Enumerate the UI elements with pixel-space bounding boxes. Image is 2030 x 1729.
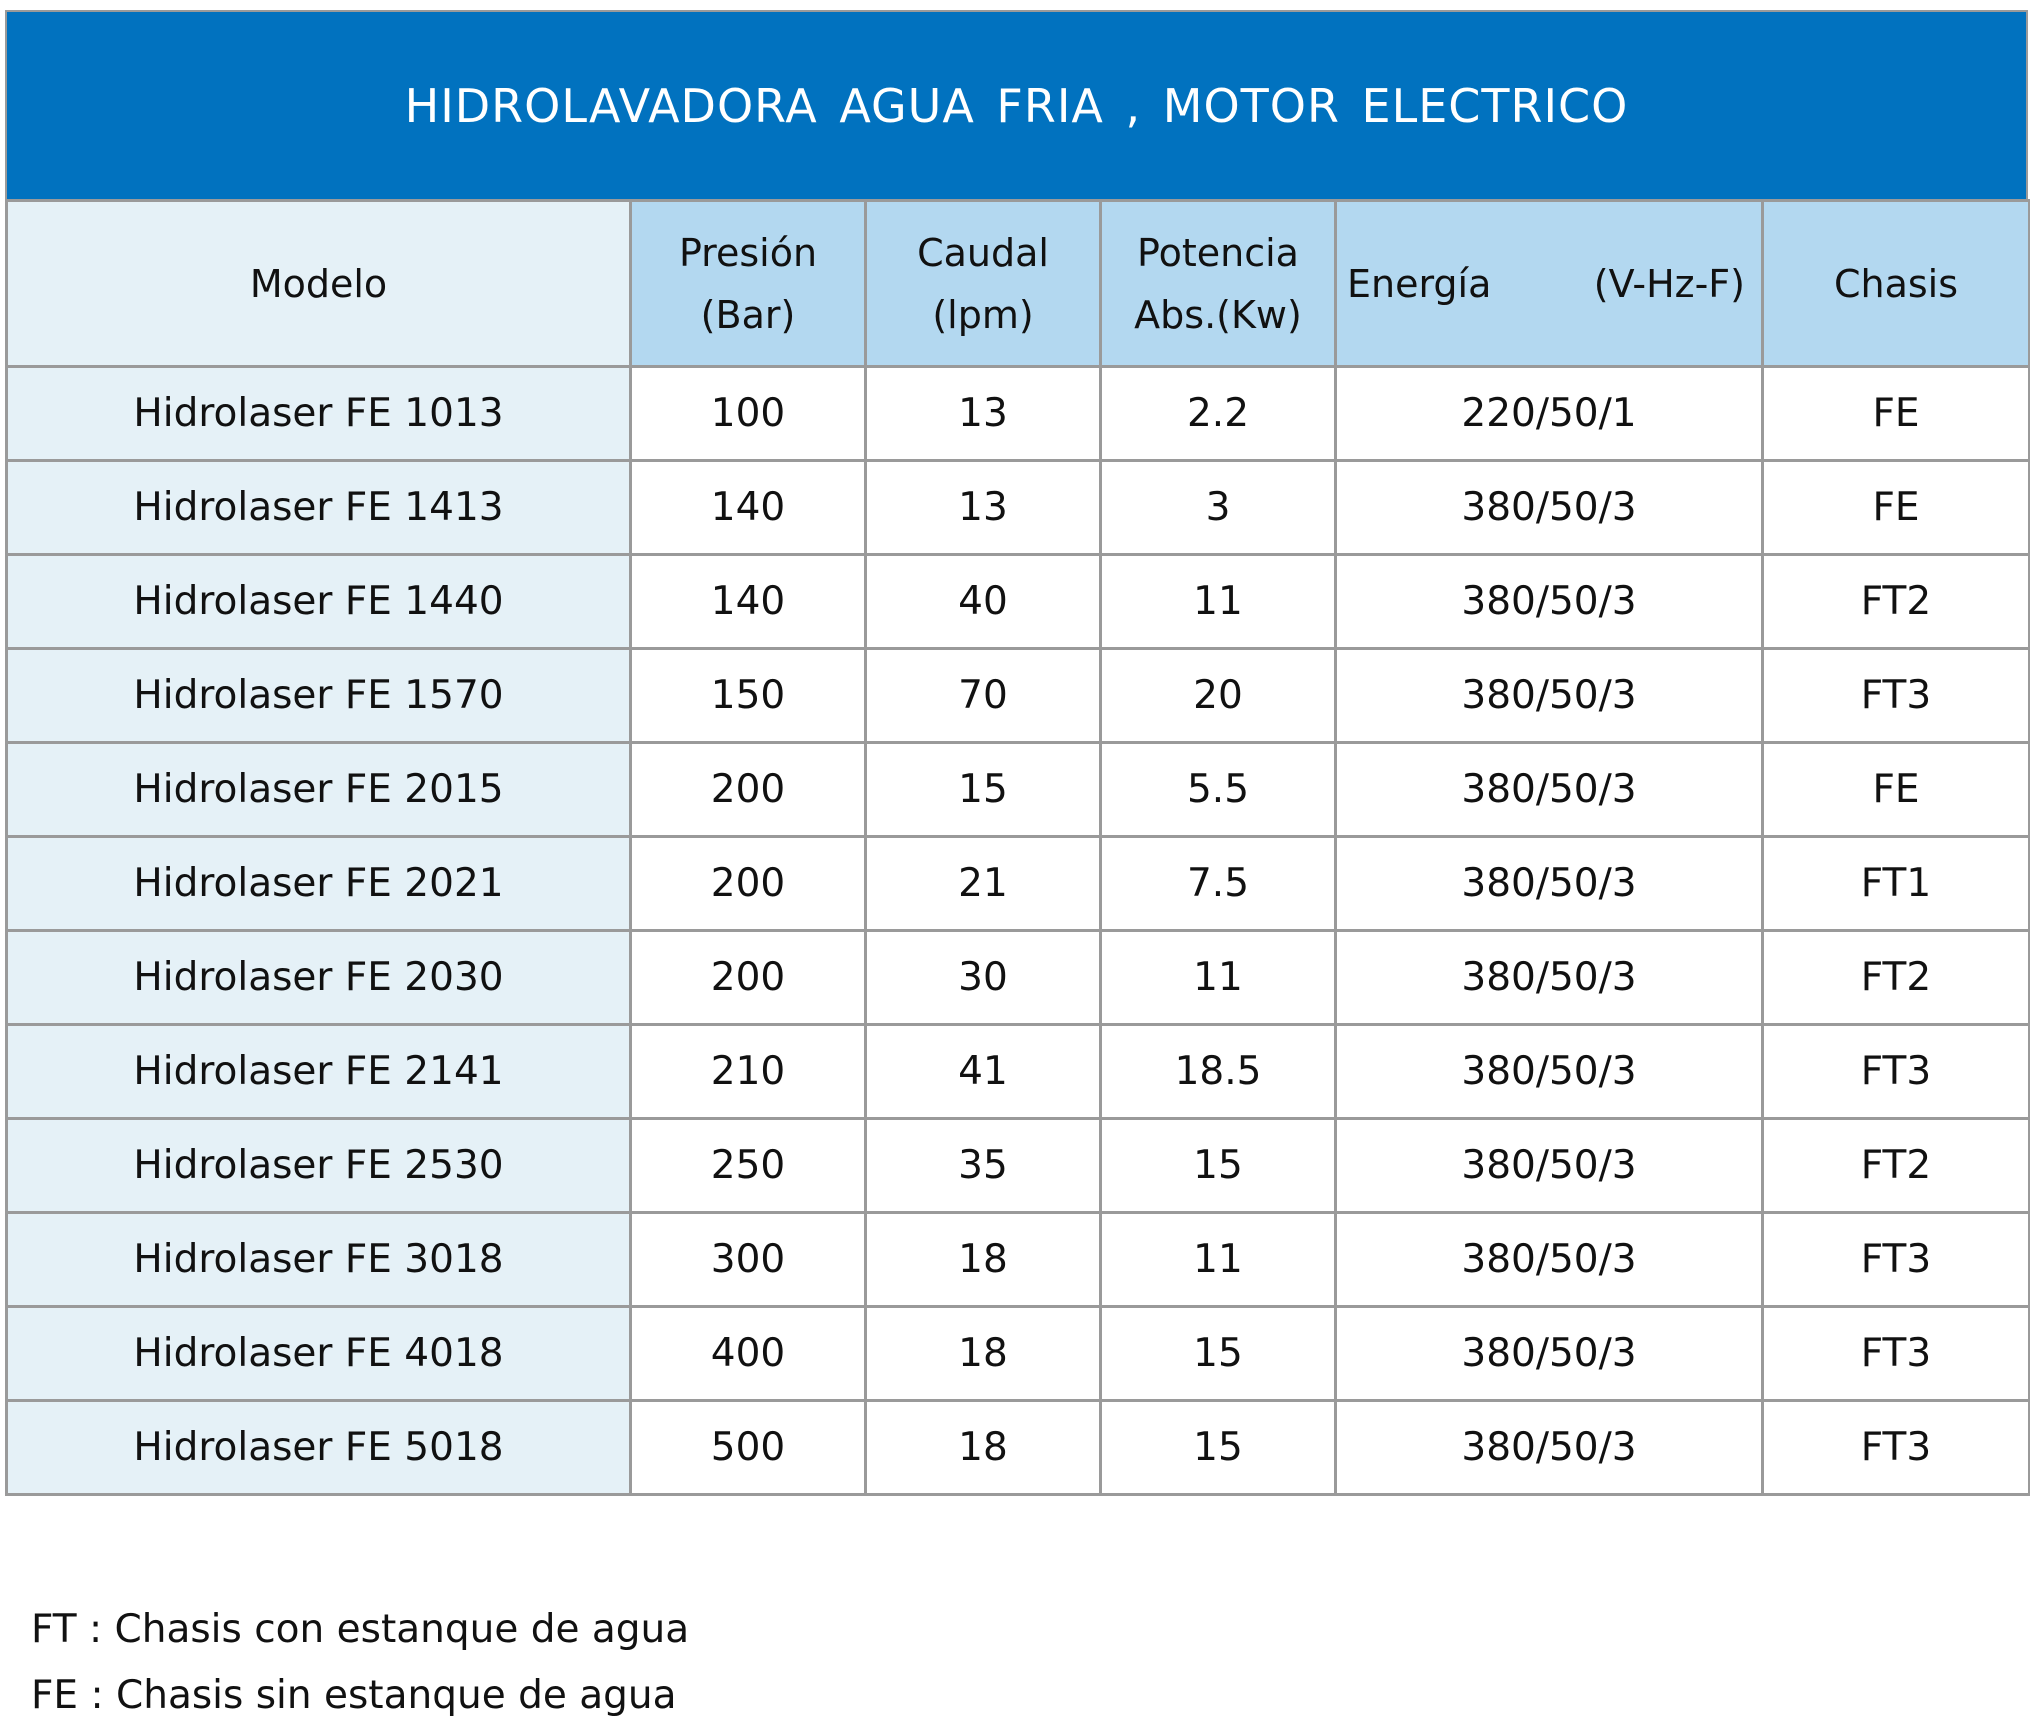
cell-caudal: 13 — [866, 461, 1101, 555]
cell-modelo: Hidrolaser FE 2530 — [7, 1119, 631, 1213]
cell-chasis: FT3 — [1763, 1307, 2030, 1401]
header-potencia — [1101, 201, 1336, 367]
table-row — [7, 837, 2030, 931]
cell-energia: 380/50/3 — [1336, 931, 1763, 1025]
cell-caudal: 30 — [866, 931, 1101, 1025]
table-row — [7, 461, 2030, 555]
cell-potencia: 11 — [1101, 1213, 1336, 1307]
table-title: HIDROLAVADORA AGUA FRIA , MOTOR ELECTRICO — [5, 10, 2028, 199]
cell-energia: 380/50/3 — [1336, 1307, 1763, 1401]
table-row — [7, 931, 2030, 1025]
spec-table — [5, 199, 2030, 1496]
cell-presion: 200 — [631, 837, 866, 931]
footnotes — [31, 1597, 689, 1729]
cell-presion: 250 — [631, 1119, 866, 1213]
table-row — [7, 1119, 2030, 1213]
cell-modelo: Hidrolaser FE 2141 — [7, 1025, 631, 1119]
cell-modelo: Hidrolaser FE 2021 — [7, 837, 631, 931]
cell-energia: 380/50/3 — [1336, 461, 1763, 555]
cell-energia: 380/50/3 — [1336, 743, 1763, 837]
cell-potencia: 11 — [1101, 555, 1336, 649]
cell-chasis: FE — [1763, 743, 2030, 837]
cell-energia: 380/50/3 — [1336, 1119, 1763, 1213]
cell-caudal: 40 — [866, 555, 1101, 649]
cell-caudal: 15 — [866, 743, 1101, 837]
cell-energia: 380/50/3 — [1336, 555, 1763, 649]
cell-energia: 380/50/3 — [1336, 1401, 1763, 1495]
header-modelo: Modelo — [7, 201, 631, 367]
table-row — [7, 1307, 2030, 1401]
header-energia-unit: (V-Hz-F) — [1593, 261, 1745, 306]
table-row — [7, 1213, 2030, 1307]
cell-chasis: FT2 — [1763, 931, 2030, 1025]
cell-chasis: FT3 — [1763, 1401, 2030, 1495]
cell-presion: 100 — [631, 367, 866, 461]
header-potencia-label: Potencia — [1137, 230, 1299, 275]
cell-caudal: 21 — [866, 837, 1101, 931]
cell-modelo: Hidrolaser FE 1570 — [7, 649, 631, 743]
cell-presion: 200 — [631, 743, 866, 837]
cell-potencia: 11 — [1101, 931, 1336, 1025]
header-energia-label: Energía — [1347, 261, 1492, 306]
table-row — [7, 1025, 2030, 1119]
footnote-ft: FT : Chasis con estanque de agua — [31, 1607, 690, 1652]
header-caudal-label: Caudal — [917, 230, 1049, 275]
cell-chasis: FE — [1763, 461, 2030, 555]
cell-modelo: Hidrolaser FE 3018 — [7, 1213, 631, 1307]
cell-modelo: Hidrolaser FE 2030 — [7, 931, 631, 1025]
cell-chasis: FE — [1763, 367, 2030, 461]
cell-presion: 200 — [631, 931, 866, 1025]
cell-potencia: 20 — [1101, 649, 1336, 743]
cell-chasis: FT3 — [1763, 1025, 2030, 1119]
table-row — [7, 1401, 2030, 1495]
cell-potencia: 15 — [1101, 1401, 1336, 1495]
cell-chasis: FT1 — [1763, 837, 2030, 931]
header-potencia-unit: Abs.(Kw) — [1134, 292, 1302, 337]
header-chasis: Chasis — [1763, 201, 2030, 367]
header-presion-label: Presión — [678, 230, 818, 275]
cell-caudal: 13 — [866, 367, 1101, 461]
cell-energia: 380/50/3 — [1336, 1213, 1763, 1307]
cell-chasis: FT3 — [1763, 1213, 2030, 1307]
cell-presion: 140 — [631, 461, 866, 555]
table-header — [7, 201, 2030, 367]
cell-energia: 380/50/3 — [1336, 649, 1763, 743]
table-row — [7, 649, 2030, 743]
header-row — [7, 201, 2030, 367]
cell-modelo: Hidrolaser FE 5018 — [7, 1401, 631, 1495]
cell-presion: 140 — [631, 555, 866, 649]
spec-sheet — [5, 10, 2028, 1496]
header-energia-wrap — [1337, 253, 1761, 315]
header-caudal-unit: (lpm) — [932, 292, 1034, 337]
table-row — [7, 555, 2030, 649]
cell-chasis: FT3 — [1763, 649, 2030, 743]
table-row — [7, 743, 2030, 837]
cell-caudal: 18 — [866, 1307, 1101, 1401]
cell-caudal: 35 — [866, 1119, 1101, 1213]
cell-potencia: 18.5 — [1101, 1025, 1336, 1119]
cell-modelo: Hidrolaser FE 1413 — [7, 461, 631, 555]
cell-potencia: 15 — [1101, 1119, 1336, 1213]
cell-potencia: 2.2 — [1101, 367, 1336, 461]
header-caudal — [866, 201, 1101, 367]
header-energia — [1336, 201, 1763, 367]
cell-modelo: Hidrolaser FE 1440 — [7, 555, 631, 649]
cell-modelo: Hidrolaser FE 1013 — [7, 367, 631, 461]
cell-energia: 380/50/3 — [1336, 1025, 1763, 1119]
header-presion-unit: (Bar) — [700, 292, 796, 337]
cell-modelo: Hidrolaser FE 4018 — [7, 1307, 631, 1401]
cell-potencia: 15 — [1101, 1307, 1336, 1401]
cell-modelo: Hidrolaser FE 2015 — [7, 743, 631, 837]
cell-potencia: 7.5 — [1101, 837, 1336, 931]
cell-presion: 210 — [631, 1025, 866, 1119]
table-row — [7, 367, 2030, 461]
cell-potencia: 3 — [1101, 461, 1336, 555]
cell-presion: 500 — [631, 1401, 866, 1495]
cell-presion: 150 — [631, 649, 866, 743]
cell-chasis: FT2 — [1763, 1119, 2030, 1213]
cell-presion: 400 — [631, 1307, 866, 1401]
cell-caudal: 18 — [866, 1213, 1101, 1307]
cell-energia: 220/50/1 — [1336, 367, 1763, 461]
footnote-fe: FE : Chasis sin estanque de agua — [31, 1673, 677, 1718]
cell-presion: 300 — [631, 1213, 866, 1307]
cell-chasis: FT2 — [1763, 555, 2030, 649]
cell-caudal: 41 — [866, 1025, 1101, 1119]
cell-energia: 380/50/3 — [1336, 837, 1763, 931]
header-presion — [631, 201, 866, 367]
cell-potencia: 5.5 — [1101, 743, 1336, 837]
cell-caudal: 18 — [866, 1401, 1101, 1495]
table-body — [7, 367, 2030, 1495]
cell-caudal: 70 — [866, 649, 1101, 743]
